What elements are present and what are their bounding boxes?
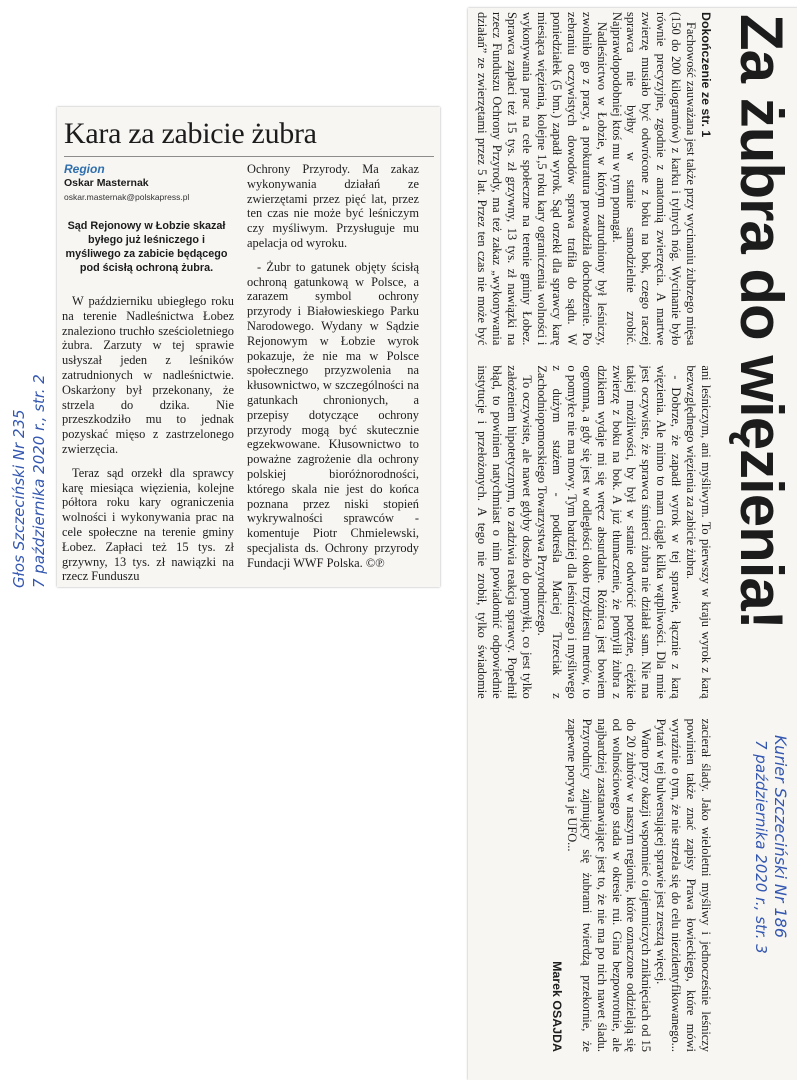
handwritten-date-note — [30, 374, 48, 588]
title-divider — [64, 156, 434, 157]
continuation-label: Dokończenie ze str. 1 — [699, 12, 713, 138]
handwritten-line: Kurier Szczeciński Nr 186 — [771, 735, 790, 939]
handwritten-source-note — [771, 735, 790, 938]
paragraph: To oczywiste, ale nawet gdyby doszło do pomyłki, co jest tylko założeniem hipotetycznym, to zadziwia reakcja sprawcy. Popełnił błąd, to powinien natychmiast o nim powiadomić odpowiednie instytucje i przełożonych. A tego nie zrobił, tylko świadomie zacierał ślady. Jako wieloletni myśliwy i jednocześnie leśniczy powinien także znać zapisy Prawa łowieckiego, które mówi wyraźnie o tym, że nie strzela się do celu niezidentyfikowanego... Pytań w tej bulwersującej sprawie jest zresztą więcej. — [475, 365, 713, 1052]
paragraph: - Żubr to gatunek objęty ścisłą ochroną gatunkową w Polsce, a zarazem symbol ochrony przyrody i Białowieskiego Parku Narodowego. Wydany w Sądzie Rejonowym w Łobzie wyrok pokazuje, że nie ma w Polsce społecznego przyzwolenia na kłusownictwo, w szczególności na gatunkach chronionych, a przepisy dotyczące ochrony przyrody mogą być skutecznie egzekwowane. Kłusownictwo to poważne zagrożenie dla ochrony polskiej bioróżnorodności, którego skala nie jest do końca poznana przez niski stopień wykrywalności sprawców - komentuje Piotr Chmielewski, specjalista ds. Ochrony przyrody Fundacji WWF Polska. ©℗ — [247, 259, 419, 570]
handwritten-source-note — [10, 409, 28, 588]
article-clipping-wiezienie — [468, 8, 797, 1080]
article-clipping-kara — [57, 107, 440, 587]
paragraph: Teraz sąd orzekł dla sprawcy karę miesiąca więzienia, kolejne półtora roku kary ograniczenia wolności i wykonywania prac na cele społeczne na terenie gminy Łobez. Zapłaci też 15 tys. zł grzywny, 13 tys. zł nawiązki na rzecz Funduszu — [62, 465, 234, 584]
paragraph: W październiku ubiegłego roku na terenie Nadleśnictwa Łobez znaleziono truchło sześcioletniego żubra. Zarzuty w tej sprawie usłyszał jeden z leśników zatrudnionych w nadleśnictwie. Oskarżony był przekonany, że strzela do dzika. Nie przeszkodziło mu to jednak pozyskać mięso z zastrzelonego zwierzęcia. — [62, 294, 234, 456]
article-body — [473, 12, 713, 1052]
article-column-right — [247, 162, 419, 580]
article-lead: Sąd Rejonowy w Łobzie skazał byłego już leśniczego i myśliwego za zabicie będącego pod ścisłą ochroną żubra. — [65, 220, 228, 274]
article-title: Kara za zabicie żubra — [64, 117, 317, 150]
author-name: Oskar Masternak — [64, 177, 149, 189]
paragraph: Warto przy okazji wspomnieć o tajemniczych zniknięciach od 15 do 20 żubrów w naszym regionie, które oznaczone oddzielają się od wolnościowego stada w okresie rui. Gina bezpowrotnie, ale najbardziej zastanawiające jest to, że nie ma po nich nawet śladu. Przyrodnicy zajmujący się żubrami twierdzą przekornie, że zapewne porywa je UFO... — [564, 718, 654, 1052]
paragraph: Fachowość zauważana jest także przy wycinaniu żubrzego mięsa (150 do 200 kilogramów) z karku i tylnych nóg. Wycinanie było równie precyzyjne, zgodnie z anatomią zwierzęcia. A martwe zwierzę musiało być odwrócone z boku na bok, czego raczej sprawca nie byłby w stanie samodzielnie zrobić. Najprawdopodobniej ktoś mu w tym pomagał. — [609, 12, 699, 346]
author-signature: Marek OSAJDA — [549, 961, 564, 1052]
handwritten-line: 7 października 2020 r., str. 3 — [752, 740, 770, 954]
paragraph: - Dobrze, że zapadł wyrok w tej sprawie, łącznie z karą więzienia. Ale mimo to mam ciągle kilka wątpliwości. Dla mnie jest oczywiste, że sprawca śmierci żubra nie działał sam. Nie ma takiej możliwości, by był w stanie odwrócić potężne, ciężkie zwierzę z boku na bok. A już tłumaczenie, że pomylił żubra z dzikiem wydaje mi się wręcz absurdalne. Różnica jest bowiem ogromna, a gdy się jest w odległości około trzydziestu metrów, to o pomyłce nie ma mowy. Tym bardziej dla leśniczego i myśliwego z dużym stażem - podkreśla Maciej Trzeciak z Zachodniopomorskiego Towarzystwa Przyrodniczego. — [535, 365, 684, 699]
handwritten-line: 7 października 2020 r., str. 2 — [30, 374, 48, 588]
handwritten-line: Głos Szczeciński Nr 235 — [10, 409, 28, 588]
section-label: Region — [64, 162, 105, 176]
article-title: Za żubra do więzienia! — [728, 14, 795, 629]
handwritten-date-note — [752, 740, 770, 954]
author-email: oskar.masternak@polskapress.pl — [64, 192, 190, 202]
paragraph: Nadleśnictwo w Łobzie, w którym zatrudniony był leśniczy, zwolniło go z pracy, a prokuratura prowadziła dochodzenie. Po zebraniu oczywistych dowodów sprawa trafiła do sądu. W poniedziałek (5 bm.) zapadł wyrok. Sąd orzekł dla sprawcy karę miesiąca więzienia, kolejne 1,5 roku kary ograniczenia wolności i wykonywania prac na cele społeczne na terenie gminy Łobez. Sprawca zapłaci też 15 tys. zł grzywny, 13 tys. zł nawiązki na rzecz Funduszu Ochrony Przyrody, ma też zakaz „wykonywania działań” ze zwierzętami przez 5 lat. Przez ten czas nie może być ani leśniczym, ani myśliwym. To pierwszy w kraju wyrok z karą bezwzględnego więzienia za zabicie żubra. — [475, 12, 713, 699]
paragraph: Ochrony Przyrody. Ma zakaz wykonywania działań ze zwierzętami przez pięć lat, przez ten czas nie może być leśniczym czy myśliwym. Przysługuje mu apelacja od wyroku. — [247, 162, 419, 250]
article-column-left — [62, 294, 234, 587]
